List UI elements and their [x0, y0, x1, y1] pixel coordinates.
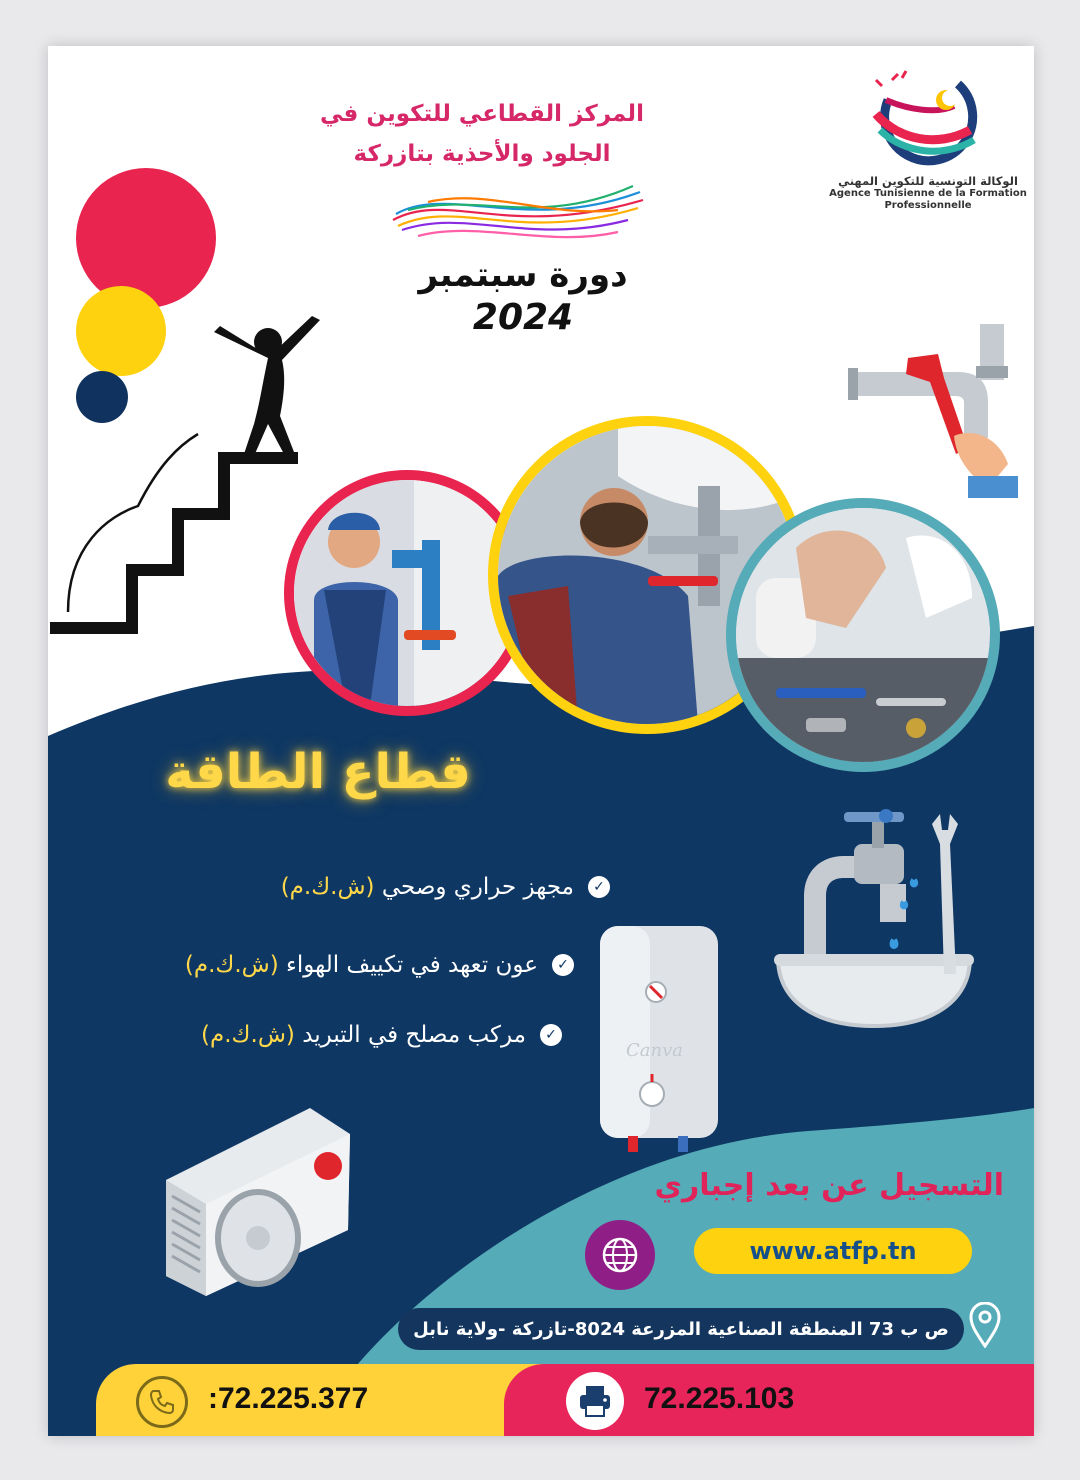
check-icon: ✓	[552, 954, 574, 976]
agency-name-fr-2: Professionnelle	[884, 200, 972, 211]
website-link[interactable]: www.atfp.tn	[694, 1228, 972, 1274]
canva-watermark: Canva	[626, 1040, 683, 1061]
address-bar: ص ب 73 المنطقة الصناعية المزرعة 8024-تازركة -ولاية نابل	[398, 1308, 964, 1350]
photo-plumbing-tools	[726, 498, 1000, 772]
course-label: مجهز حراري وصحي	[381, 874, 574, 900]
course-label: مركب مصلح في التبريد	[302, 1022, 526, 1048]
decor-circle-red	[76, 168, 216, 308]
training-center-name	[302, 94, 662, 174]
course-tag: (ش.ك.م)	[201, 1022, 295, 1048]
check-icon: ✓	[540, 1024, 562, 1046]
center-swirl-logo	[388, 180, 648, 250]
location-pin-icon	[968, 1302, 1002, 1348]
phone-number[interactable]: :72.225.377	[208, 1382, 369, 1415]
course-tag: (ش.ك.م)	[184, 952, 279, 978]
sector-title: قطاع الطاقة	[165, 744, 471, 800]
check-icon: ✓	[588, 876, 610, 898]
water-heater-icon	[594, 922, 724, 1158]
course-label: عون تعهد في تكييف الهواء	[286, 952, 538, 978]
poster	[48, 46, 1034, 1436]
agency-name-ar: الوكالة التونسية للتكوين المهني	[838, 174, 1018, 188]
pipe-wrench-icon	[848, 318, 1018, 498]
session-title	[373, 252, 673, 338]
agency-logo-block	[828, 70, 1028, 212]
course-item-1	[281, 874, 610, 900]
session-month: دورة سبتمبر	[418, 255, 628, 295]
registration-title: التسجيل عن بعد إجباري	[654, 1168, 1004, 1203]
fax-icon[interactable]	[566, 1372, 624, 1430]
globe-icon[interactable]	[585, 1220, 655, 1290]
center-name-line-2: الجلود والأحذية بتازركة	[353, 141, 611, 167]
agency-name-fr-1: Agence Tunisienne de la Formation	[829, 188, 1027, 199]
session-year: 2024	[472, 297, 574, 338]
center-name-line-1: المركز القطاعي للتكوين في	[320, 101, 644, 127]
course-tag: (ش.ك.م)	[280, 874, 375, 900]
course-item-2	[185, 952, 574, 978]
agency-logo-icon	[858, 70, 998, 170]
faucet-sink-icon	[774, 804, 984, 1034]
fax-number[interactable]: 72.225.103	[644, 1382, 795, 1415]
globe-glyph	[600, 1235, 640, 1275]
phone-glyph	[148, 1388, 176, 1416]
ac-outdoor-unit-icon	[158, 1100, 358, 1300]
fax-glyph	[577, 1383, 613, 1419]
phone-icon[interactable]	[136, 1376, 188, 1428]
course-item-3	[201, 1022, 562, 1048]
